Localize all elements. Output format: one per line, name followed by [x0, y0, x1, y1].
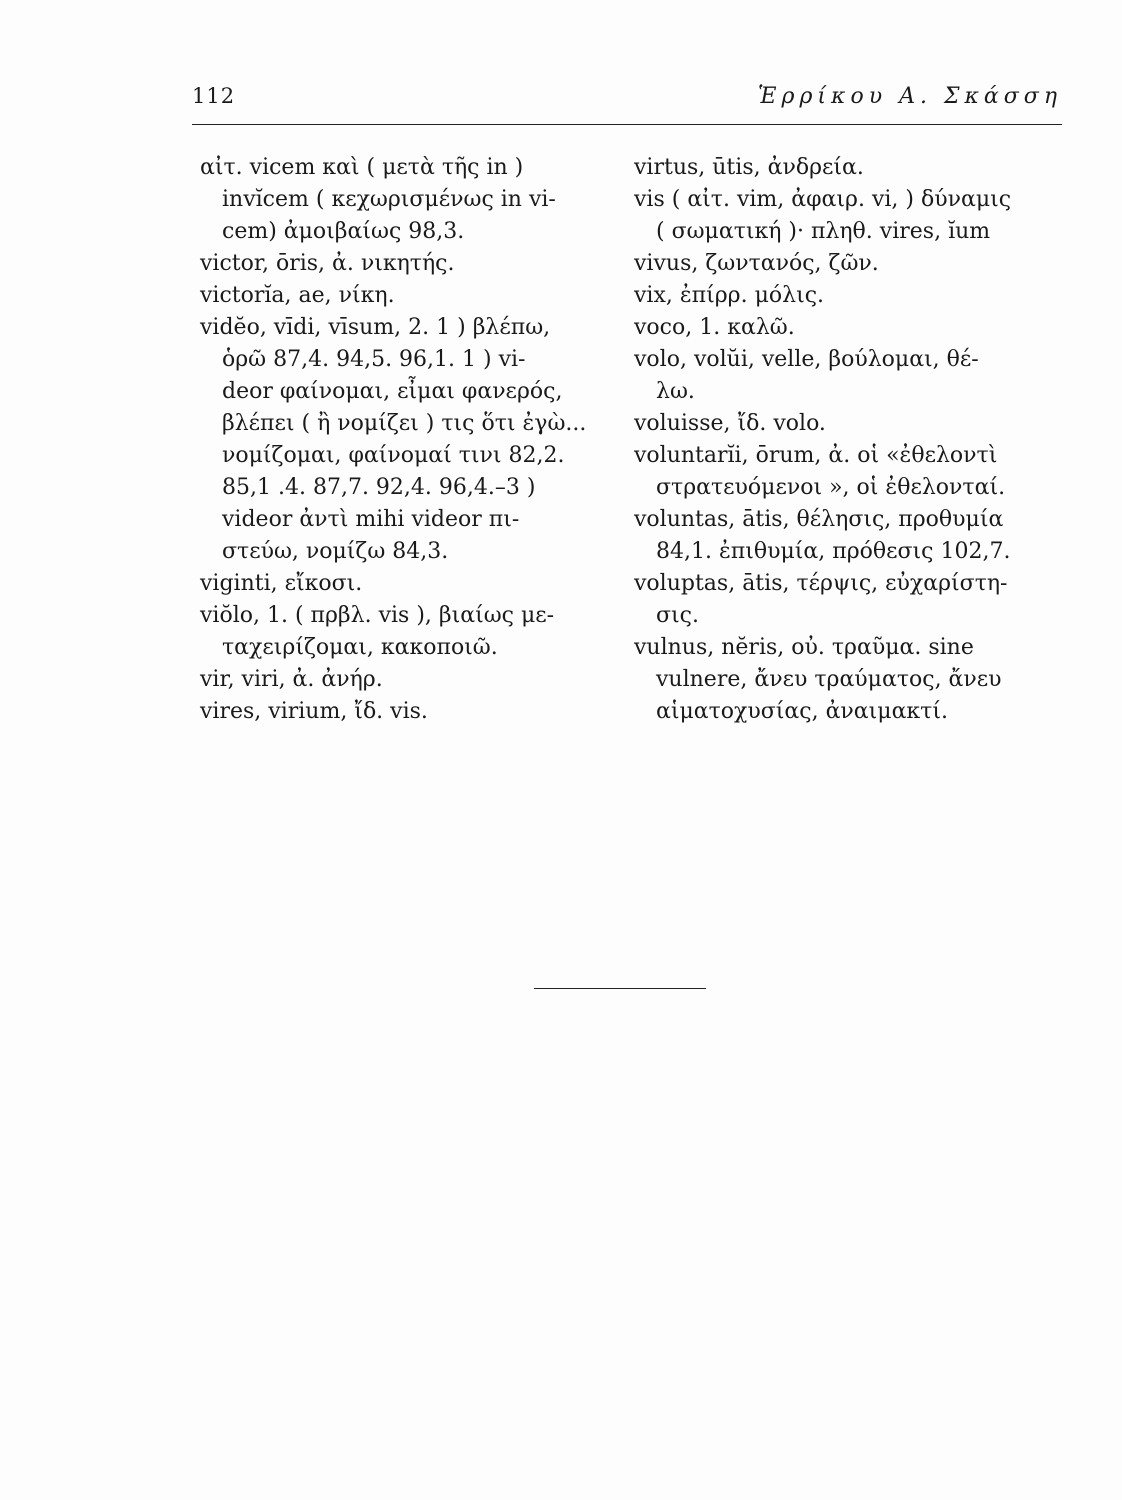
glossary-line: victorĭa, ae, νίκη.: [200, 283, 395, 308]
glossary-line: virtus, ūtis, ἀνδρεία.: [634, 155, 864, 180]
glossary-line: voluntarĭi, ōrum, ἀ. οἱ «ἐθελοντὶ: [634, 443, 998, 468]
glossary-line: victor, ōris, ἀ. νικητής.: [200, 251, 455, 276]
glossary-line: voluptas, ātis, τέρψις, εὐχαρίστη-: [634, 571, 1008, 596]
section-end-rule: [534, 988, 706, 989]
glossary-right-column: [634, 152, 1074, 728]
glossary-line: volo, volŭi, velle, βούλομαι, θέ-: [634, 347, 979, 372]
glossary-line: viginti, εἴκοσι.: [200, 571, 363, 596]
glossary-line: cem) ἀμοιβαίως 98,3.: [222, 219, 465, 244]
running-title: Ἑρρίκου Α. Σκάσση: [758, 84, 1062, 109]
glossary-line: βλέπει ( ἢ νομίζει ) τις ὅτι ἐγὼ...: [222, 411, 587, 436]
page-header: [192, 84, 1062, 124]
glossary-line: voco, 1. καλῶ.: [634, 315, 795, 340]
header-rule: [192, 124, 1062, 125]
page-number: 112: [192, 84, 236, 108]
glossary-left-column: [200, 152, 610, 728]
glossary-line: invĭcem ( κεχωρισμένως in vi-: [222, 187, 556, 212]
glossary-line: 85,1 .4. 87,7. 92,4. 96,4.–3 ): [222, 475, 536, 500]
glossary-line: voluisse, ἴδ. volo.: [634, 411, 826, 436]
glossary-line: vulnus, nĕris, οὐ. τραῦμα. sine: [634, 635, 974, 660]
glossary-line: αἰτ. vicem καὶ ( μετὰ τῆς in ): [200, 155, 524, 180]
glossary-line: videor ἀντὶ mihi videor πι-: [222, 507, 520, 532]
glossary-line: αἱματοχυσίας, ἀναιμακτί.: [656, 699, 948, 724]
glossary-line: vix, ἐπίρρ. μόλις.: [634, 283, 825, 308]
glossary-line: 84,1. ἐπιθυμία, πρόθεσις 102,7.: [656, 539, 1011, 564]
glossary-line: λω.: [656, 379, 695, 404]
glossary-line: vires, virium, ἴδ. vis.: [200, 699, 428, 724]
glossary-line: vulnere, ἄνευ τραύματος, ἄνευ: [656, 667, 1002, 692]
glossary-line: νομίζομαι, φαίνομαί τινι 82,2.: [222, 443, 565, 468]
glossary-line: στεύω, νομίζω 84,3.: [222, 539, 449, 564]
glossary-line: σις.: [656, 603, 699, 628]
glossary-line: vidĕo, vīdi, vīsum, 2. 1 ) βλέπω,: [200, 315, 551, 340]
glossary-line: ταχειρίζομαι, κακοποιῶ.: [222, 635, 498, 660]
glossary-line: viŏlo, 1. ( πρβλ. vis ), βιαίως με-: [200, 603, 555, 628]
glossary-line: vir, viri, ἀ. ἀνήρ.: [200, 667, 383, 692]
glossary-line: voluntas, ātis, θέλησις, προθυμία: [634, 507, 1004, 532]
glossary-line: ὁρῶ 87,4. 94,5. 96,1. 1 ) vi-: [222, 347, 526, 372]
glossary-line: στρατευόμενοι », οἱ ἐθελονταί.: [656, 475, 1006, 500]
glossary-line: ( σωματική )· πληθ. vires, ĭum: [656, 219, 991, 244]
glossary-line: deor φαίνομαι, εἶμαι φανερός,: [222, 379, 563, 404]
glossary-line: vivus, ζωντανός, ζῶν.: [634, 251, 879, 276]
glossary-line: vis ( αἰτ. vim, ἀφαιρ. vi, ) δύναμις: [634, 187, 1012, 212]
